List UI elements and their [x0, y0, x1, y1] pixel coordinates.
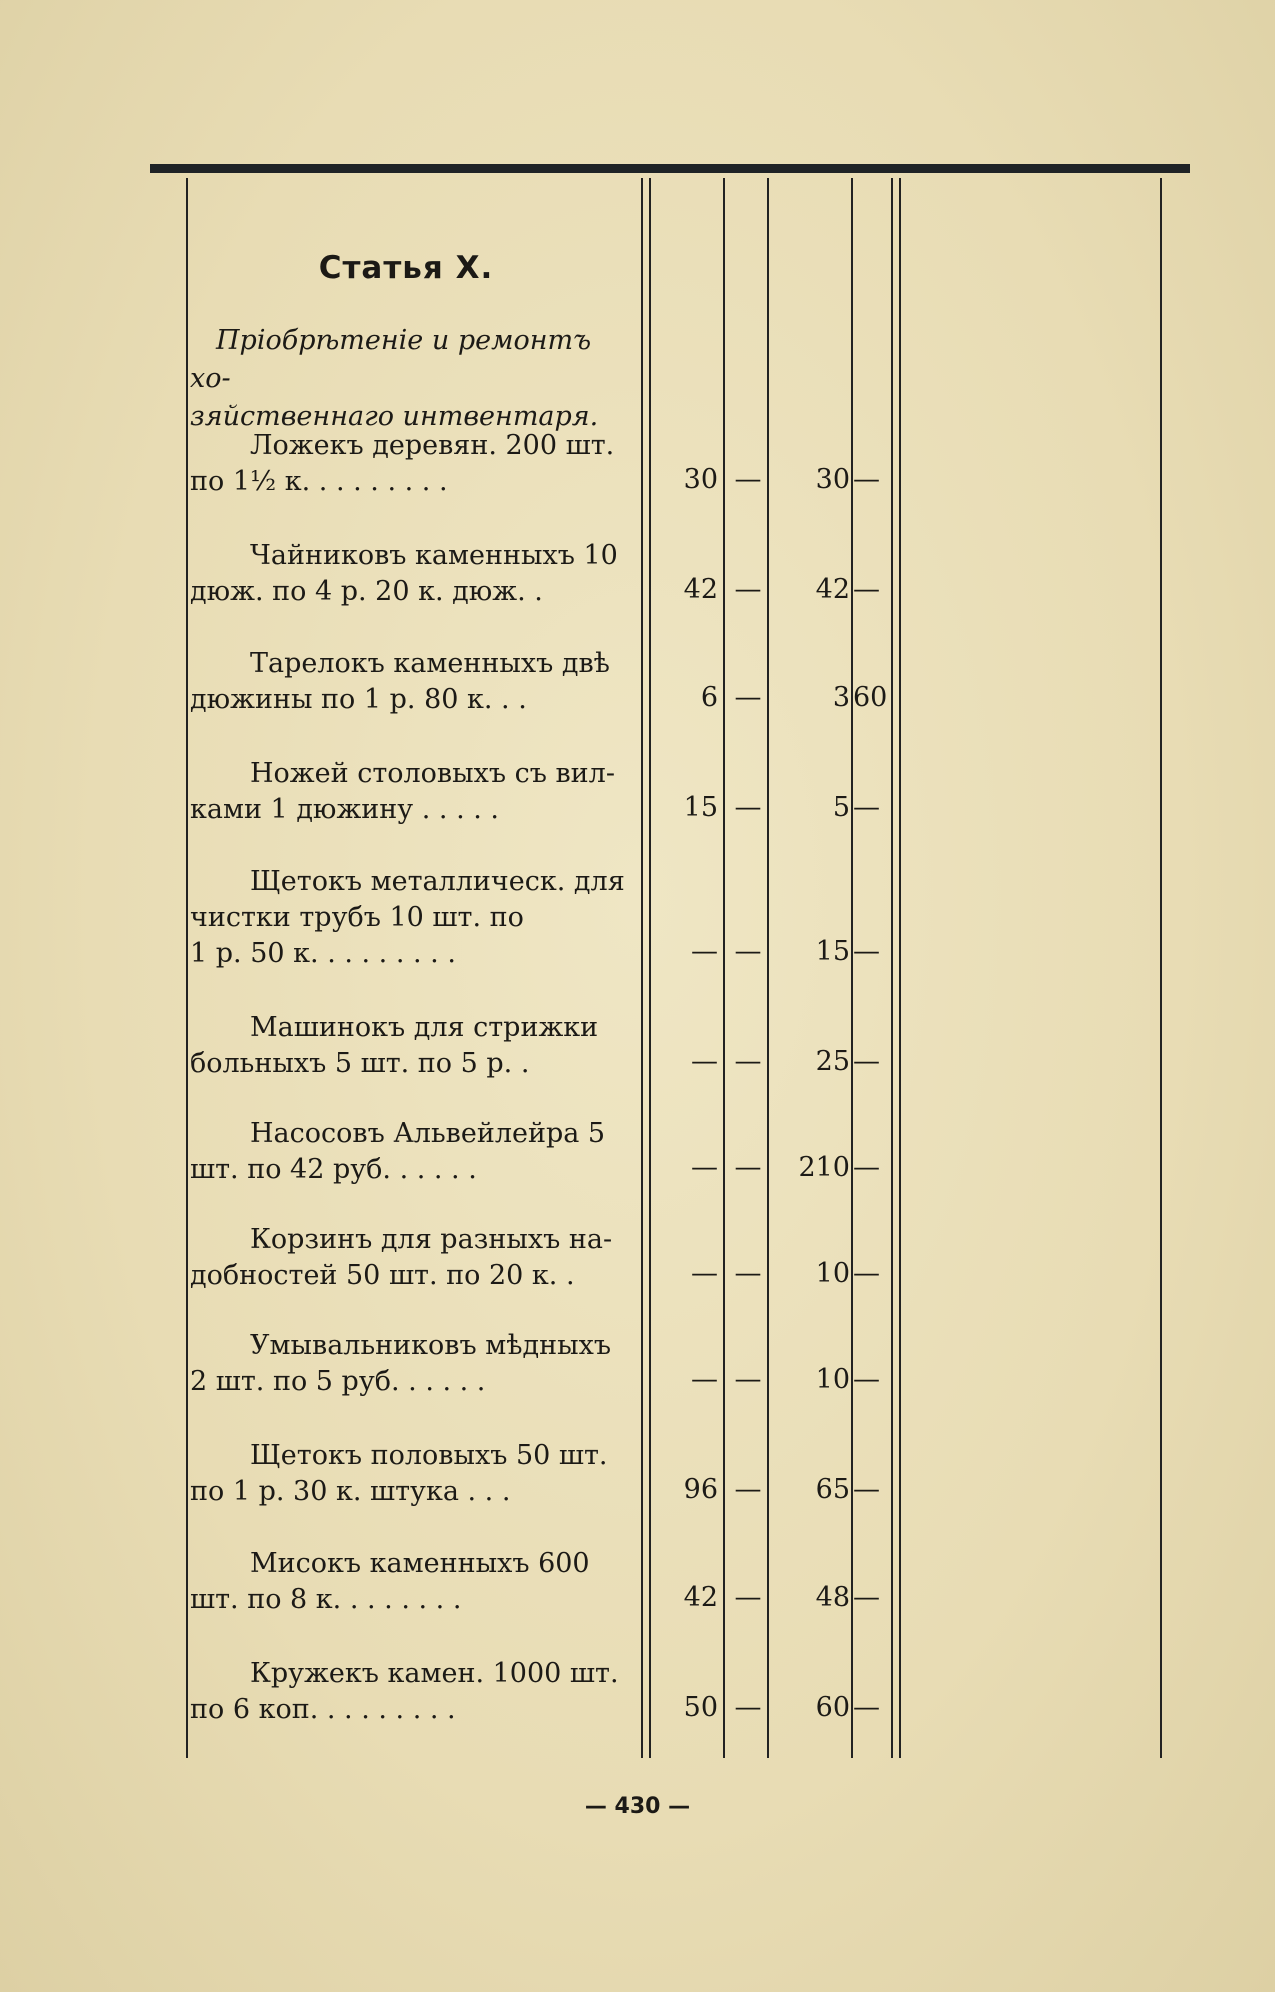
row-text: Умывальниковъ мѣдныхъ: [250, 1330, 612, 1361]
amount-rub-2: 10: [815, 1364, 850, 1395]
amount-kop-1: —: [734, 682, 762, 713]
row-text: Насосовъ Альвейлейра 5: [250, 1118, 606, 1149]
amount-rub-1: —: [691, 936, 718, 967]
row-text: по 1½ к. . . . . . . . .: [190, 466, 448, 497]
amount-rub-1: —: [691, 1046, 718, 1077]
table-row: [190, 1222, 630, 1294]
row-text: Ложекъ деревян. 200 шт.: [250, 430, 615, 461]
amount-rub-2: 60: [815, 1692, 850, 1723]
amount-rub-2: 48: [815, 1582, 850, 1613]
amount-rub-1: 30: [683, 464, 718, 495]
amount-kop-2: —: [853, 792, 880, 823]
amount-rub-2: 5: [832, 792, 850, 823]
row-text: 1 р. 50 к. . . . . . . . .: [190, 938, 456, 969]
row-text: 2 шт. по 5 руб. . . . . .: [190, 1366, 486, 1397]
amount-rub-1: —: [691, 1152, 718, 1183]
amount-kop-1: —: [734, 792, 762, 823]
table-row: [190, 864, 630, 972]
article-title: Статья X.: [318, 250, 494, 286]
amount-kop-2: —: [853, 1474, 880, 1505]
amount-rub-1: 15: [683, 792, 718, 823]
amount-rub-2: 65: [815, 1474, 850, 1505]
amount-rub-1: —: [691, 1258, 718, 1289]
amount-kop-2: —: [853, 464, 880, 495]
amount-kop-1: —: [734, 1152, 762, 1183]
amount-rub-1: 6: [700, 682, 718, 713]
amount-kop-2: —: [853, 1582, 880, 1613]
row-text: Щетокъ половыхъ 50 шт.: [250, 1440, 608, 1471]
amount-kop-2: —: [853, 1046, 880, 1077]
table-row: [190, 538, 630, 610]
row-text: добностей 50 шт. по 20 к. .: [190, 1260, 575, 1291]
row-text: дюжины по 1 р. 80 к. . .: [190, 684, 527, 715]
row-text: по 6 коп. . . . . . . . .: [190, 1694, 456, 1725]
row-text: Щетокъ металлическ. для: [250, 866, 625, 897]
row-text: ками 1 дюжину . . . . .: [190, 794, 499, 825]
amount-rub-2: 15: [815, 936, 850, 967]
row-text: больныхъ 5 шт. по 5 р. .: [190, 1048, 530, 1079]
article-subtitle: [190, 322, 630, 436]
amount-kop-1: —: [734, 1474, 762, 1505]
amount-rub-2: 42: [815, 574, 850, 605]
amount-kop-1: —: [734, 1364, 762, 1395]
amount-rub-2: 3: [832, 682, 850, 713]
amount-kop-2: —: [853, 1258, 880, 1289]
amount-rub-1: 96: [683, 1474, 718, 1505]
amount-kop-1: —: [734, 936, 762, 967]
row-text: по 1 р. 30 к. штука . . .: [190, 1476, 511, 1507]
amount-kop-1: —: [734, 1582, 762, 1613]
column-rule: [899, 178, 901, 1758]
amount-kop-2: —: [853, 1692, 880, 1723]
amount-rub-1: 50: [683, 1692, 718, 1723]
table-row: [190, 1116, 630, 1188]
amount-rub-1: 42: [683, 1582, 718, 1613]
amount-rub-2: 210: [798, 1152, 850, 1183]
column-rule: [723, 178, 725, 1758]
column-rule: [186, 178, 188, 1758]
amount-kop-2: —: [853, 1364, 880, 1395]
amount-kop-2: —: [853, 936, 880, 967]
row-text: Тарелокъ каменныхъ двѣ: [250, 648, 610, 679]
subtitle-line: зяйственнаго интвентаря.: [190, 401, 599, 432]
amount-rub-2: 30: [815, 464, 850, 495]
amount-kop-1: —: [734, 1692, 762, 1723]
amount-kop-2: 60: [853, 682, 888, 713]
table-row: [190, 1328, 630, 1400]
row-text: чистки трубъ 10 шт. по: [190, 902, 524, 933]
page-number: — 430 —: [584, 1794, 691, 1819]
column-rule: [767, 178, 769, 1758]
row-text: Машинокъ для стрижки: [250, 1012, 599, 1043]
amount-rub-2: 25: [815, 1046, 850, 1077]
row-text: Ножей столовыхъ съ вил-: [250, 758, 615, 789]
column-rule: [851, 178, 853, 1758]
column-rule: [649, 178, 651, 1758]
table-row: [190, 1438, 630, 1510]
amount-rub-2: 10: [815, 1258, 850, 1289]
column-rule: [1160, 178, 1162, 1758]
column-rule: [891, 178, 893, 1758]
subtitle-line: Пріобрѣтеніе и ремонтъ хо-: [190, 325, 592, 394]
amount-rub-1: —: [691, 1364, 718, 1395]
table-row: [190, 1656, 630, 1728]
amount-kop-2: —: [853, 1152, 880, 1183]
table-row: [190, 1546, 630, 1618]
table-row: [190, 428, 630, 500]
column-rule: [641, 178, 643, 1758]
row-text: шт. по 42 руб. . . . . .: [190, 1154, 477, 1185]
table-row: [190, 756, 630, 828]
amount-kop-1: —: [734, 1258, 762, 1289]
table-row: [190, 1010, 630, 1082]
top-rule: [150, 164, 1190, 173]
row-text: шт. по 8 к. . . . . . . .: [190, 1584, 462, 1615]
row-text: Корзинъ для разныхъ на-: [250, 1224, 613, 1255]
table-row: [190, 646, 630, 718]
row-text: дюж. по 4 р. 20 к. дюж. .: [190, 576, 543, 607]
row-text: Чайниковъ каменныхъ 10: [250, 540, 618, 571]
amount-kop-1: —: [734, 1046, 762, 1077]
row-text: Мисокъ каменныхъ 600: [250, 1548, 590, 1579]
amount-kop-1: —: [734, 464, 762, 495]
amount-kop-1: —: [734, 574, 762, 605]
amount-kop-2: —: [853, 574, 880, 605]
amount-rub-1: 42: [683, 574, 718, 605]
row-text: Кружекъ камен. 1000 шт.: [250, 1658, 619, 1689]
